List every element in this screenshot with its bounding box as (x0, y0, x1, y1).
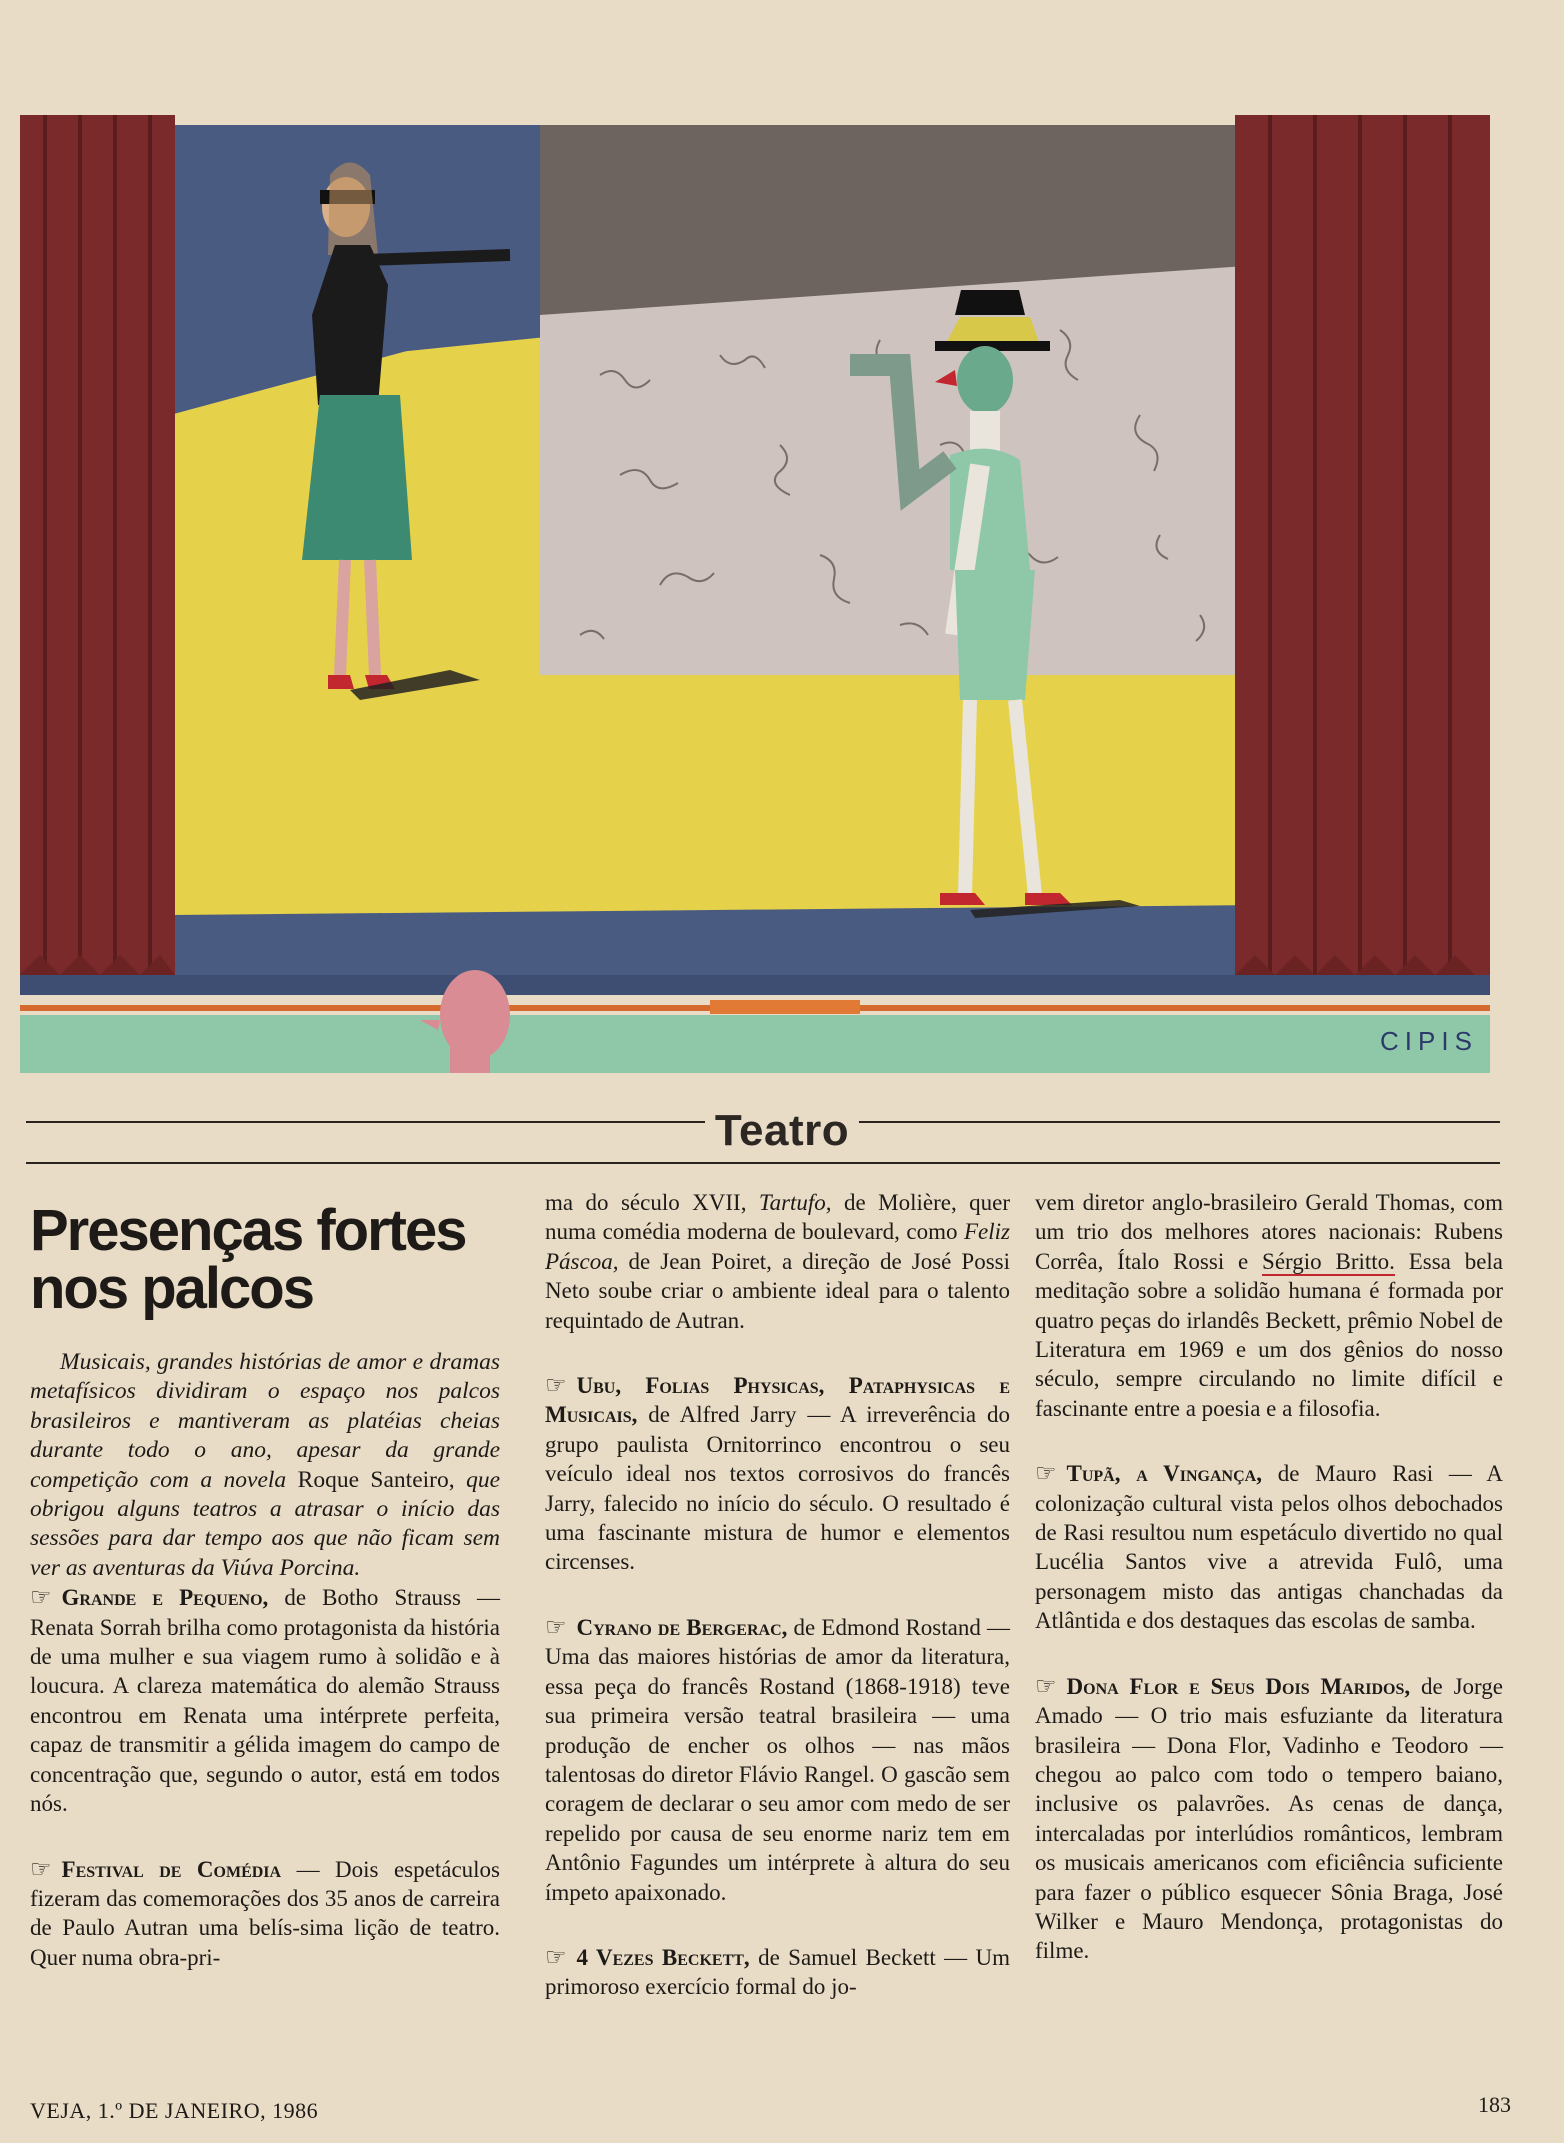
pointing-hand-icon: ☞ (1035, 1459, 1057, 1488)
article-column-3 (1035, 1188, 1503, 2002)
review-body: de Alfred Jarry — A irreverência do grupo paulista Ornitorrinco encontrou o seu veículo ideal nos textos corrosivos do francês Jarry, falecido no início do século. O resultado é uma fascinante mistura de humor e elementos circenses. (545, 1402, 1010, 1575)
review-title: Ubu, Folias Physicas, Pataphysicas e Musicais, (545, 1373, 1010, 1428)
review-body: de Botho Strauss — Renata Sorrah brilha como protagonista da história de uma mulher e sua viagem rumo à solidão e à loucura. A clareza matemática do alemão Strauss encontrou em Renata uma intérprete perfeita, capaz de transmitir a gélida imagem do campo de concentração que, segundo o autor, está em todos nós. (30, 1585, 501, 1817)
page-number: 183 (1478, 2092, 1511, 2117)
review-body: de Samuel Beckett — Um primoroso exercício formal do jo- (545, 1944, 1011, 2000)
pointing-hand-icon: ☞ (545, 1942, 567, 1971)
review-grande-e-pequeno (30, 1583, 500, 1818)
pointing-hand-icon: ☞ (545, 1371, 567, 1400)
stage-illustration (20, 115, 1490, 1073)
stage-painting (20, 115, 1490, 1073)
review-title: Dona Flor e Seus Dois Maridos, (1066, 1673, 1411, 1699)
review-tupa-a-vinganca (1035, 1459, 1503, 1635)
review-cyrano-de-bergerac (545, 1613, 1010, 1907)
article-column-1 (30, 1188, 500, 2008)
review-title: Grande e Pequeno, (61, 1585, 269, 1611)
review-4-vezes-beckett (545, 1943, 1010, 2002)
issue-date: VEJA, 1.º DE JANEIRO, 1986 (30, 2098, 319, 2123)
review-festival-de-comedia: ☞ Festival de Comédia — Dois espetáculos fizeram das comemorações dos 35 anos de carreira de Paulo Autran uma belís-sima lição de teatro. Quer numa obra-pri- (30, 1854, 500, 1970)
review-body: de Jorge Amado — O trio mais esfuziante da literatura brasileira — Dona Flor, Vadinho e Teodoro — chegou ao palco com todo o tempero baiano, inclusive os palavrões. As cenas de dança, intercaladas por interlúdios românticos, lembram os musicais americanos com eficiência suficiente para fazer o público esquecer Sônia Braga, José Wilker e Mauro Mendonça, protagonistas do filme. (1035, 1673, 1503, 1964)
section-rule-bottom (26, 1162, 1500, 1164)
review-ubu (545, 1371, 1010, 1577)
artist-signature: CIPIS (1380, 1026, 1478, 1056)
review-title: Cyrano de Bergerac, (576, 1614, 788, 1640)
review-title: Tupã, a Vingança, (1066, 1461, 1262, 1487)
review-body: — Dois espetáculos fizeram das comemorações dos 35 anos de carreira de Paulo Autran uma belís- (30, 1856, 500, 1941)
review-body-continued: vem diretor anglo-brasileiro Gerald Thomas, com um trio dos melhores atores nacionais: Rubens Corrêa, Ítalo Rossi e Sérgio Britto. Essa bela meditação sobre a solidão humana é formada por quatro peças do irlandês Beckett, prêmio Nobel de Literatura em 1969 e um dos gênios do nosso século, sempre circulando no limite difícil e fascinante entre a poesia e a filosofia. (1035, 1190, 1504, 1421)
review-body: de Edmond Rostand — Uma das maiores histórias de amor da literatura, essa peça do francês Rostand (1868-1918) teve sua primeira versão teatral brasileira — uma produção de encher os olhos — nas mãos talentosas do diretor Flávio Rangel. O gascão sem coragem de declarar o seu amor com medo de ser repelido por causa de seu enorme nariz tem em Antônio Fagundes um intérprete à altura do seu ímpeto apaixonado. (545, 1614, 1010, 1905)
review-dona-flor (1035, 1672, 1503, 1966)
article-column-2 (545, 1188, 1010, 2038)
pointing-hand-icon: ☞ (1035, 1671, 1057, 1700)
pointing-hand-icon: ☞ (545, 1612, 567, 1641)
review-body-continued: ma do século XVII, Tartufo, de Molière, quer numa comédia moderna de boulevard, como Feliz Páscoa, de Jean Poiret, a direção de José Possi Neto soube criar o ambiente ideal para o talento requintado de Autran. (545, 1190, 1010, 1333)
pointing-hand-icon: ☞ (30, 1583, 52, 1612)
section-title: Teatro (0, 1107, 1564, 1155)
review-title: Festival de Comédia (61, 1856, 282, 1882)
article-headline: Presenças fortes nos palcos (30, 1198, 466, 1321)
article-deck: Musicais, grandes histórias de amor e dramas metafísicos dividiram o espaço nos palcos brasileiros e mantiveram as platéias cheias durante todo o ano, apesar da grande competição com a novela Roque Santeiro, que obrigou alguns teatros a atrasar o início das sessões para dar tempo aos que não ficam sem ver as aventuras da Viúva Porcina. (30, 1349, 501, 1581)
pointing-hand-icon: ☞ (30, 1854, 52, 1883)
review-title: 4 Vezes Beckett, (576, 1944, 750, 1970)
review-body: de Mauro Rasi — A colonização cultural vista pelos olhos debochados de Rasi resultou num espetáculo divertido no qual Lucélia Santos vive a atrevida Fulô, uma personagem misto das antigas chanchadas da Atlântida e dos destaques das escolas de samba. (1035, 1461, 1504, 1634)
underlined-name: Sérgio Britto. (1262, 1248, 1395, 1274)
